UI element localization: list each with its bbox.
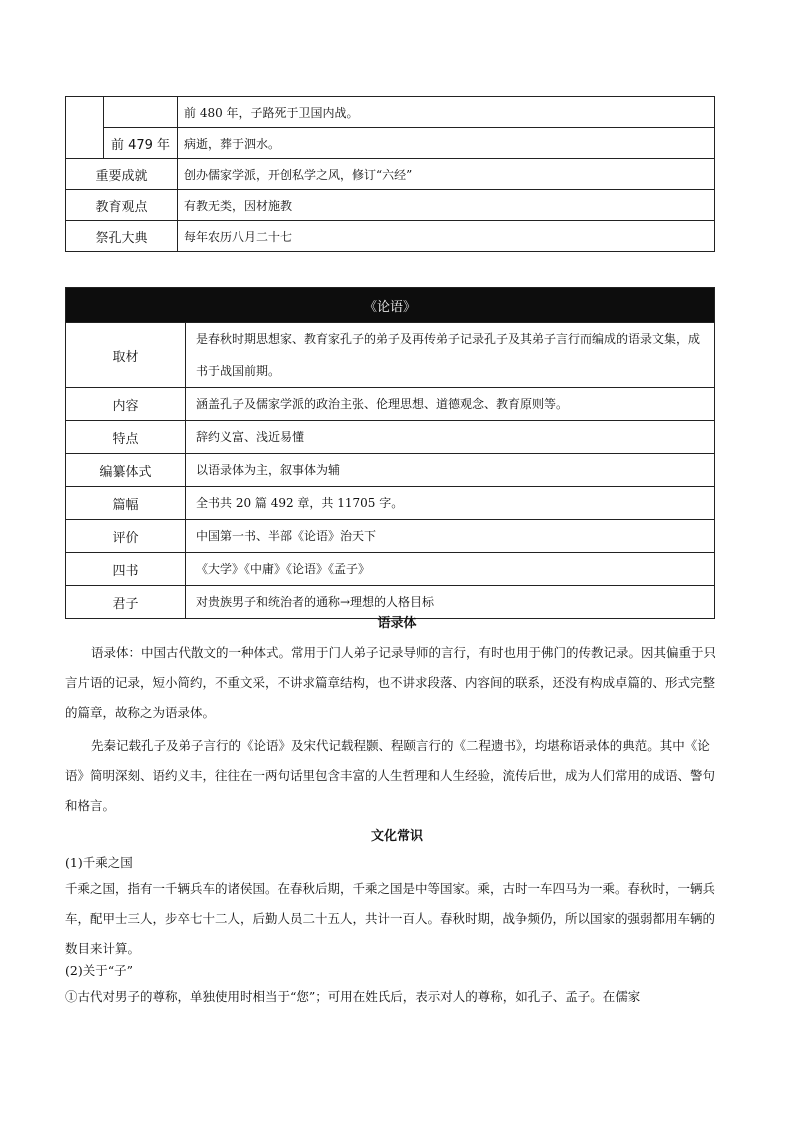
confucius-info-table <box>65 96 715 252</box>
table-row <box>66 487 715 520</box>
table-row <box>66 454 715 487</box>
row-content: 涵盖孔子及儒家学派的政治主张、伦理思想、道德观念、教育原则等。 <box>186 388 715 421</box>
event-cell: 前 480 年，子路死于卫国内战。 <box>178 97 715 128</box>
row-label: 编纂体式 <box>66 454 186 487</box>
table-header-row <box>66 288 715 323</box>
table-row <box>66 388 715 421</box>
table-row <box>66 128 715 159</box>
table-row <box>66 190 715 221</box>
year-cell: 前 479 年 <box>104 128 178 159</box>
year-cell <box>104 97 178 128</box>
table-row <box>66 520 715 553</box>
row-content: 全书共 20 篇 492 章，共 11705 字。 <box>186 487 715 520</box>
merged-left-cell <box>66 97 104 159</box>
row-label: 重要成就 <box>66 159 178 190</box>
row-label: 评价 <box>66 520 186 553</box>
row-label: 君子 <box>66 586 186 619</box>
paragraph: 语录体：中国古代散文的一种体式。常用于门人弟子记录导师的言行，有时也用于佛门的传教记录。因其偏重于只言片语的记录，短小简约，不重文采，不讲求篇章结构，也不讲求段落、内容间的联系，还没有构成卓篇的、形式完整的篇章，故称之为语录体。 <box>65 645 717 720</box>
row-content: 有教无类，因材施教 <box>178 190 715 221</box>
paragraph: ①古代对男子的尊称，单独使用时相当于“您”；可用在姓氏后，表示对人的尊称，如孔子、孟子。在儒家 <box>65 989 641 1004</box>
row-content: 中国第一书、半部《论语》治天下 <box>186 520 715 553</box>
paragraph: 先秦记载孔子及弟子言行的《论语》及宋代记载程颢、程颐言行的《二程遗书》，均堪称语录体的典范。其中《论语》简明深刻、语约义丰，往往在一两句话里包含丰富的人生哲理和人生经验，流传后世，成为人们常用的成语、警句和格言。 <box>65 738 716 813</box>
row-label: 四书 <box>66 553 186 586</box>
table-row <box>66 97 715 128</box>
row-content: 是春秋时期思想家、教育家孔子的弟子及再传弟子记录孔子及其弟子言行而编成的语录文集，成书于战国前期。 <box>186 323 715 388</box>
row-content: 对贵族男子和统治者的通称→理想的人格目标 <box>186 586 715 619</box>
row-label: 教育观点 <box>66 190 178 221</box>
row-label: 特点 <box>66 421 186 454</box>
row-content: 《大学》《中庸》《论语》《孟子》 <box>186 553 715 586</box>
row-content: 每年农历八月二十七 <box>178 221 715 252</box>
table-row <box>66 323 715 388</box>
row-label: 取材 <box>66 323 186 388</box>
section-title-yuluti: 语录体 <box>377 616 417 631</box>
row-label: 篇幅 <box>66 487 186 520</box>
section-title-wenhua: 文化常识 <box>370 829 423 844</box>
paragraph: 千乘之国，指有一千辆兵车的诸侯国。在春秋后期，千乘之国是中等国家。乘，古时一车四马为一乘。春秋时，一辆兵车，配甲士三人，步卒七十二人，后勤人员二十五人，共计一百人。春秋时期，战争频仍，所以国家的强弱都用车辆的数目来计算。 <box>65 881 716 956</box>
row-label: 祭孔大典 <box>66 221 178 252</box>
subheading: (1)千乘之国 <box>65 855 133 870</box>
row-content: 以语录体为主，叙事体为辅 <box>186 454 715 487</box>
table-header: 《论语》 <box>66 288 715 323</box>
row-content: 创办儒家学派，开创私学之风，修订“六经” <box>178 159 715 190</box>
row-content: 辞约义富、浅近易懂 <box>186 421 715 454</box>
table-row <box>66 221 715 252</box>
lunyu-table <box>65 287 715 619</box>
row-label: 内容 <box>66 388 186 421</box>
table-row <box>66 421 715 454</box>
table-row <box>66 553 715 586</box>
table-row <box>66 159 715 190</box>
subheading: (2)关于“子” <box>65 963 133 978</box>
event-cell: 病逝，葬于泗水。 <box>178 128 715 159</box>
